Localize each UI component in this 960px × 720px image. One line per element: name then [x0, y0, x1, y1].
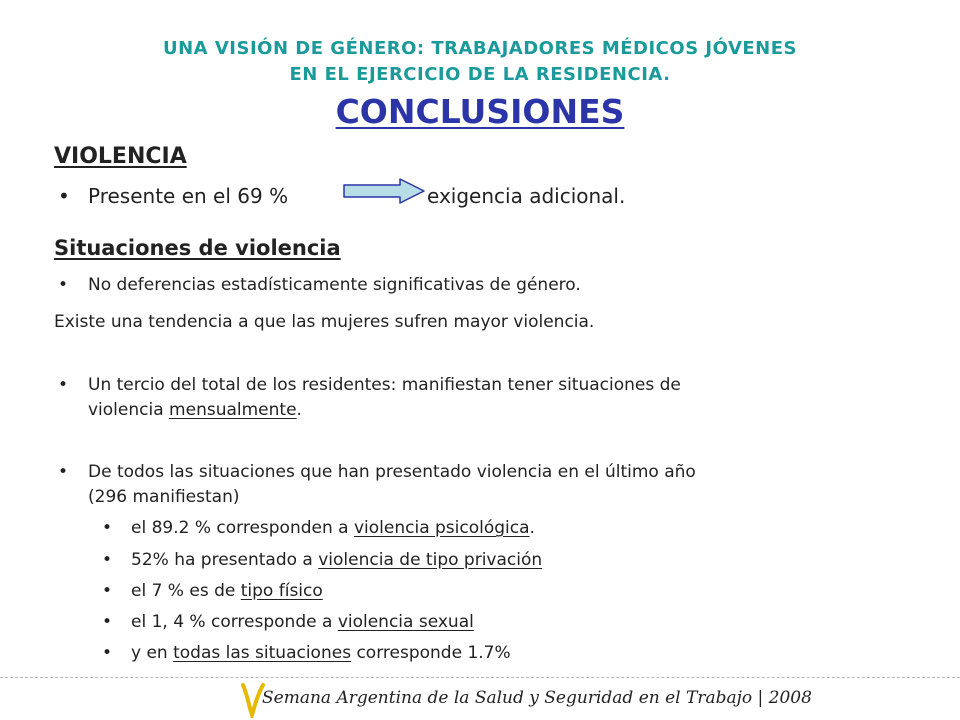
tercio-line-2 [88, 398, 888, 422]
tendencia-text: Existe una tendencia a que las mujeres sufren mayor violencia. [54, 312, 595, 332]
tercio-line-2-suffix: . [296, 400, 302, 420]
mensualmente-link: mensualmente [169, 400, 297, 420]
sub-item-prefix: el 7 % es de [131, 581, 241, 601]
sub-item-text [131, 516, 535, 540]
sub-item-text [131, 610, 474, 634]
deferencias-text: No deferencias estadísticamente significativas de género. [88, 275, 581, 295]
presente-text: Presente en el 69 % [88, 184, 289, 208]
sub-item-link: violencia de tipo privación [318, 550, 543, 570]
todos-line-1: De todos las situaciones que han presentado violencia en el último año [88, 462, 696, 482]
page-title: CONCLUSIONES [335, 92, 625, 131]
tercio-line-1: Un tercio del total de los residentes: manifiestan tener situaciones de [88, 375, 681, 395]
sub-item-prefix: el 89.2 % corresponden a [131, 518, 354, 538]
bullet: • [58, 375, 69, 395]
sub-item-text [131, 548, 542, 572]
section-heading-violencia: VIOLENCIA [54, 144, 187, 169]
tercio-line-2-prefix: violencia [88, 400, 170, 420]
sub-item-text [131, 641, 511, 665]
sub-item-link: violencia sexual [337, 612, 474, 632]
right-arrow-icon [342, 177, 426, 205]
bullet: • [58, 184, 70, 208]
sub-item-prefix: el 1, 4 % corresponde a [131, 612, 338, 632]
sub-item-suffix: corresponde 1.7% [351, 643, 511, 663]
bullet: • [58, 462, 69, 482]
section-heading-situaciones: Situaciones de violencia [54, 236, 341, 260]
bullet: • [102, 643, 113, 663]
bullet: • [102, 612, 113, 632]
todos-line-2: (296 manifiestan) [88, 487, 240, 507]
footer-text: Semana Argentina de la Salud y Seguridad en el Trabajo | 2008 [262, 688, 812, 708]
sub-item-text [131, 579, 323, 603]
sub-item-suffix: . [529, 518, 535, 538]
sub-item-link: violencia psicológica [353, 518, 530, 538]
header [0, 36, 960, 88]
header-line-1: UNA VISIÓN DE GÉNERO: TRABAJADORES MÉDICOS JÓVENES [163, 38, 797, 59]
exigencia-text: exigencia adicional. [427, 184, 626, 208]
bullet: • [102, 581, 113, 601]
header-line-2: EN EL EJERCICIO DE LA RESIDENCIA. [289, 64, 671, 85]
bullet: • [58, 275, 69, 295]
sub-item-link: tipo físico [240, 581, 323, 601]
sub-item-link: todas las situaciones [173, 643, 352, 663]
bullet: • [102, 550, 113, 570]
sub-item-prefix: y en [131, 643, 174, 663]
footer-divider [0, 677, 960, 678]
bullet: • [102, 518, 113, 538]
sub-item-prefix: 52% ha presentado a [131, 550, 319, 570]
